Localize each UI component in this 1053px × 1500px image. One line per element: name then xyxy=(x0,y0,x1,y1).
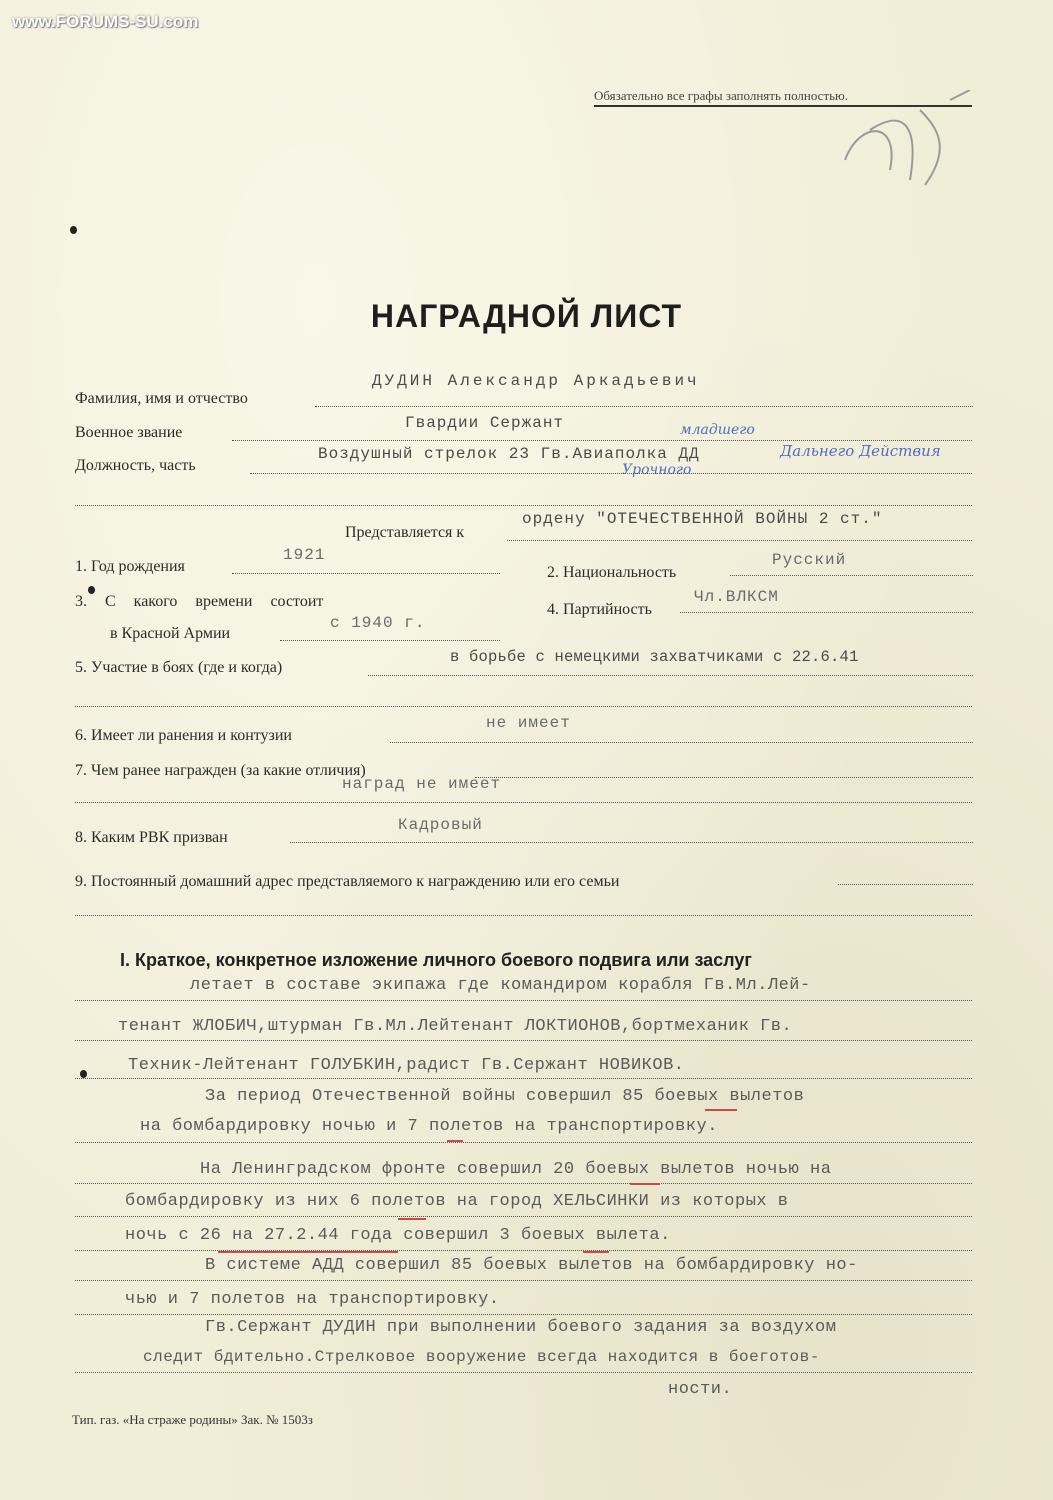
narrative-rule xyxy=(75,1040,972,1041)
rvk-label: 8. Каким РВК призван xyxy=(75,829,228,846)
handwritten-insert-above: младшего xyxy=(680,422,755,438)
wounds-label: 6. Имеет ли ранения и контузии xyxy=(75,727,292,744)
narrative-rule xyxy=(75,1216,972,1217)
wounds-value: не имеет xyxy=(486,714,571,732)
watermark: www.FORUMS-SU.com xyxy=(12,12,199,31)
red-underline xyxy=(630,1183,660,1185)
position-label: Должность, часть xyxy=(75,457,196,474)
rvk-value: Кадровый xyxy=(398,816,483,834)
handwritten-insert-below: Урочного xyxy=(622,462,692,478)
name-label: Фамилия, имя и отчество xyxy=(75,390,248,407)
since-label-1: 3. С какого времени состоит xyxy=(75,593,324,610)
ink-dot xyxy=(70,226,77,234)
birth-line xyxy=(232,573,500,574)
awards-line xyxy=(475,777,973,778)
rvk-line xyxy=(290,842,973,843)
narrative-rule xyxy=(75,1183,972,1184)
name-value: ДУДИН Александр Аркадьевич xyxy=(372,372,700,390)
party-line xyxy=(680,612,973,613)
since-value: с 1940 г. xyxy=(330,614,426,632)
red-underline xyxy=(447,1140,463,1142)
birth-value: 1921 xyxy=(283,546,326,564)
narrative-line: чью и 7 полетов на транспортировку. xyxy=(125,1290,500,1309)
awards-value: наград не имеет xyxy=(342,775,502,793)
handwritten-insert-right: Дальнего Действия xyxy=(780,442,941,460)
narrative-rule xyxy=(75,1142,972,1143)
narrative-rule xyxy=(75,1078,972,1079)
red-underline xyxy=(583,1251,609,1253)
battles-value: в борьбе с немецкими захватчиками с 22.6.41 xyxy=(450,648,859,666)
narrative-rule xyxy=(75,1000,972,1001)
awards-label: 7. Чем ранее награжден (за какие отличия) xyxy=(75,762,366,779)
battles-line xyxy=(368,675,973,676)
document-title: НАГРАДНОЙ ЛИСТ xyxy=(370,298,683,334)
rank-line xyxy=(232,440,972,441)
battles-line-2 xyxy=(75,706,972,707)
narrative-line: тенант ЖЛОБИЧ,штурман Гв.Мл.Лейтенант ЛОКТИОНОВ,бортмеханик Гв. xyxy=(118,1017,793,1036)
name-line xyxy=(315,406,973,407)
since-label-2: в Красной Армии xyxy=(110,625,231,642)
narrative-line: ночь с 26 на 27.2.44 года совершил 3 боевых вылета. xyxy=(125,1226,671,1245)
party-label: 4. Партийность xyxy=(547,601,652,618)
narrative-line: ности. xyxy=(668,1380,733,1399)
nationality-value: Русский xyxy=(772,551,847,569)
narrative-line: В системе АДД совершил 85 боевых вылетов на бомбардировку но- xyxy=(205,1256,858,1275)
narrative-line: летает в составе экипажа где командиром корабля Гв.Мл.Лей- xyxy=(190,976,811,995)
nationality-label: 2. Национальность xyxy=(547,564,677,581)
header-note: Обязательно все графы заполнять полностью. xyxy=(594,88,849,103)
awards-line-2 xyxy=(75,802,972,803)
birth-label: 1. Год рождения xyxy=(75,558,185,575)
narrative-line: на бомбардировку ночью и 7 полетов на транспортировку. xyxy=(140,1117,718,1136)
narrative-line: За период Отечественной войны совершил 85 боевых вылетов xyxy=(205,1087,805,1106)
pencil-mark-icon xyxy=(830,90,980,200)
position-value: Воздушный стрелок 23 Гв.Авиаполка ДД xyxy=(318,445,700,463)
narrative-rule xyxy=(75,1372,972,1373)
red-underline xyxy=(398,1218,426,1220)
narrative-rule xyxy=(75,1280,972,1281)
presented-line xyxy=(507,540,972,541)
position-line-2 xyxy=(75,505,972,506)
party-value: Чл.ВЛКСМ xyxy=(694,588,779,606)
narrative-line: Техник-Лейтенант ГОЛУБКИН,радист Гв.Сержант НОВИКОВ. xyxy=(128,1056,685,1075)
narrative-rule xyxy=(75,1314,972,1315)
ink-dot xyxy=(80,1070,87,1078)
presented-value: ордену "ОТЕЧЕСТВЕННОЙ ВОЙНЫ 2 ст." xyxy=(522,510,883,528)
narrative-rule xyxy=(75,1250,972,1251)
address-label: 9. Постоянный домашний адрес представляемого к награждению или его семьи xyxy=(75,873,620,890)
rank-value: Гвардии Сержант xyxy=(405,414,565,432)
red-underline xyxy=(218,1251,398,1253)
narrative-line: Гв.Сержант ДУДИН при выполнении боевого задания за воздухом xyxy=(205,1318,837,1337)
narrative-line: бомбардировку из них 6 полетов на город ХЕЛЬСИНКИ из которых в xyxy=(125,1192,789,1211)
section-title: I. Краткое, конкретное изложение личного боевого подвига или заслуг xyxy=(120,950,752,970)
narrative-line: следит бдительно.Стрелковое вооружение всегда находится в боеготов- xyxy=(143,1348,820,1366)
narrative-line: На Ленинградском фронте совершил 20 боевых вылетов ночью на xyxy=(200,1160,832,1179)
address-line xyxy=(838,884,973,885)
battles-label: 5. Участие в боях (где и когда) xyxy=(75,659,283,676)
wounds-line xyxy=(390,742,973,743)
address-line-2 xyxy=(75,915,972,916)
red-underline xyxy=(705,1109,737,1111)
presented-label: Представляется к xyxy=(345,524,465,541)
rank-label: Военное звание xyxy=(75,424,183,441)
nationality-line xyxy=(730,575,973,576)
print-footer: Тип. газ. «На страже родины» Зак. № 1503з xyxy=(72,1412,313,1427)
position-line xyxy=(250,473,972,474)
since-line xyxy=(280,640,500,641)
